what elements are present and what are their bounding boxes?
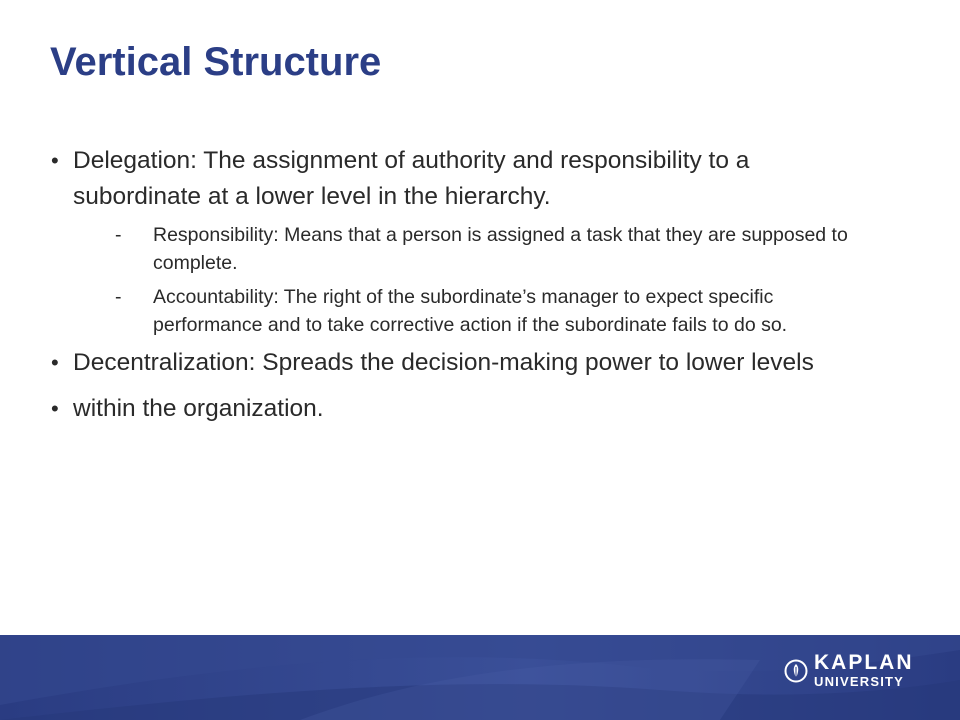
- sub-bullet-accountability: [73, 283, 878, 339]
- kaplan-university-logo: [784, 649, 924, 705]
- sub-bullet-list: [73, 221, 878, 339]
- bullet-dot: •: [51, 148, 59, 173]
- sub-bullet-responsibility: [73, 221, 878, 277]
- bullet-decentralization: [48, 345, 878, 381]
- bullet-delegation: [48, 143, 878, 339]
- sub-bullet-text: Responsibility: Means that a person is assigned a task that they are supposed to complete.: [153, 224, 848, 274]
- logo-line-kaplan: KAPLAN: [814, 651, 914, 674]
- bullet-organization: [48, 391, 878, 427]
- sub-bullet-dash: -: [115, 286, 122, 308]
- kaplan-emblem-icon: [784, 659, 808, 683]
- sub-bullet-dash: -: [115, 224, 122, 246]
- bullet-dot: •: [51, 350, 59, 375]
- bullet-dot: •: [51, 396, 59, 421]
- bullet-list: [48, 143, 878, 427]
- bullet-text: Decentralization: Spreads the decision-making power to lower levels: [73, 349, 814, 376]
- bullet-text: within the organization.: [73, 395, 324, 422]
- logo-line-university: UNIVERSITY: [814, 674, 905, 689]
- slide-title: Vertical Structure: [50, 40, 382, 84]
- sub-bullet-text: Accountability: The right of the subordinate’s manager to expect specific performance and to take corrective action if the subordinate fails to do so.: [153, 286, 788, 336]
- bullet-text: Delegation: The assignment of authority and responsibility to a subordinate at a lower level in the hierarchy.: [73, 147, 750, 210]
